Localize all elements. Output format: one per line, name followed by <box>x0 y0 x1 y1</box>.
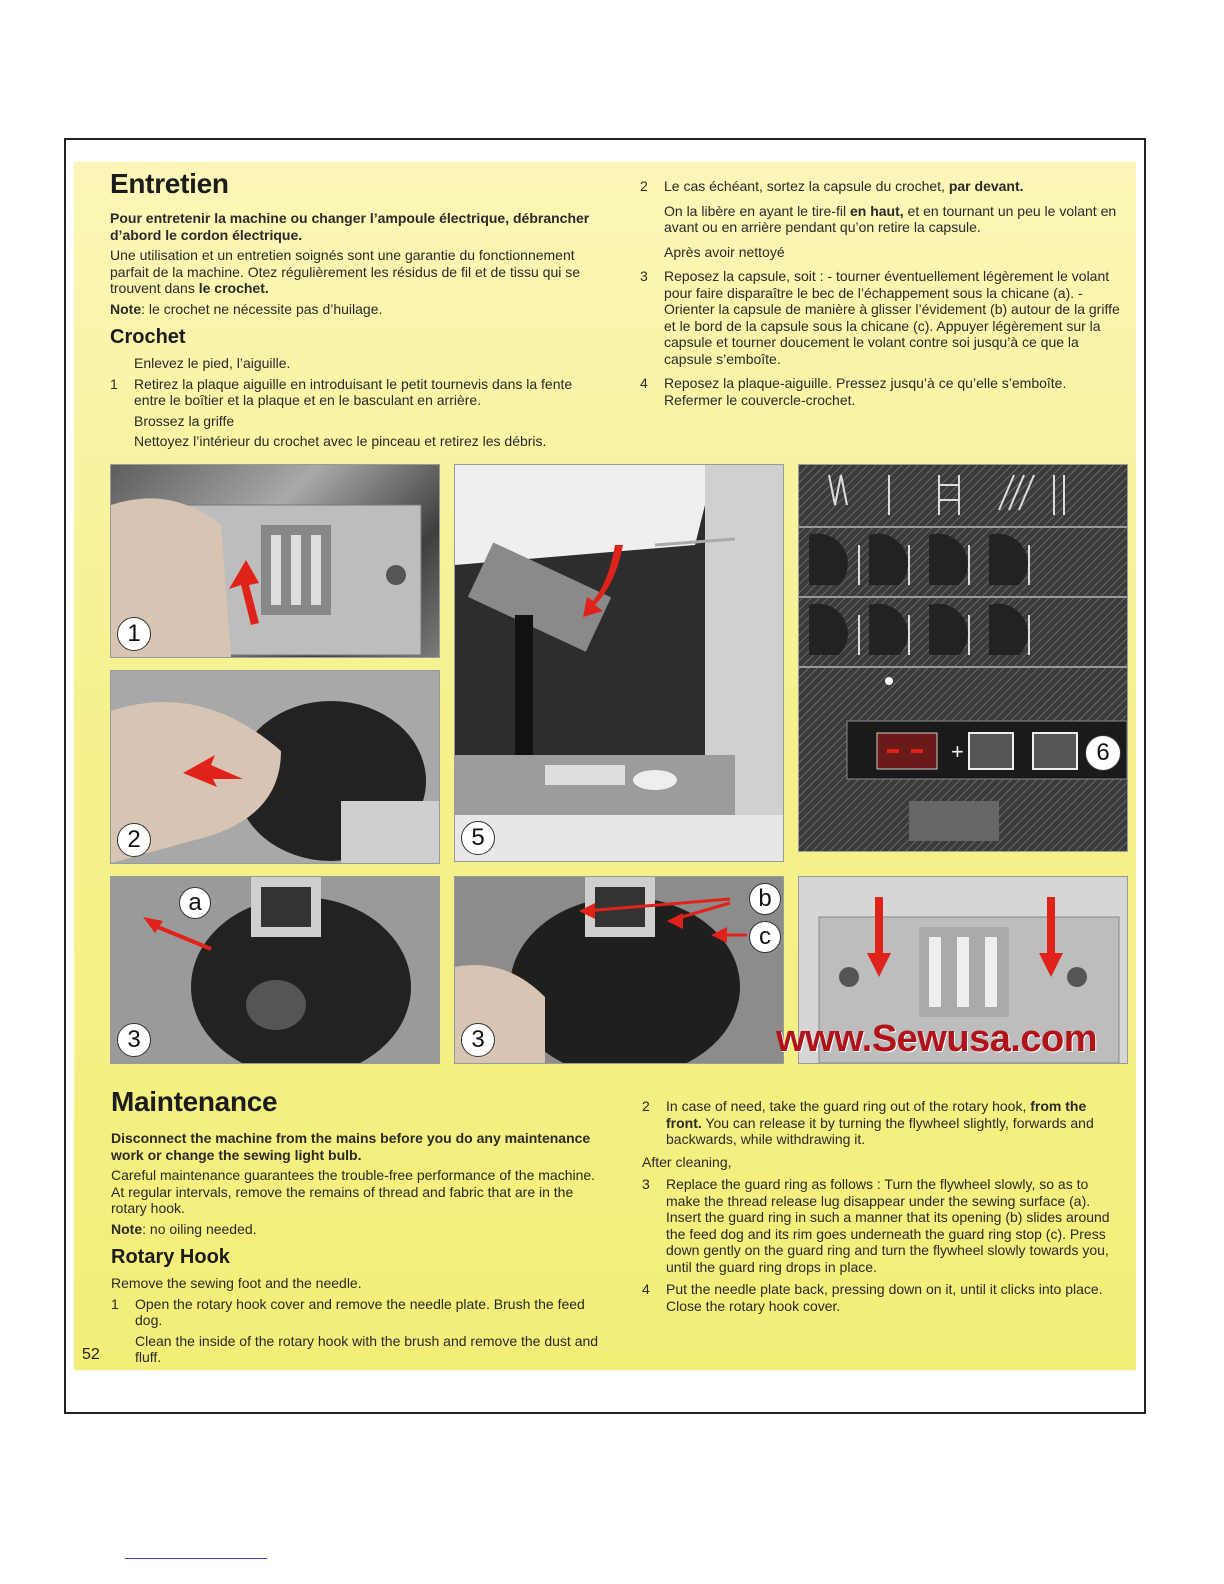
figure-label-5: 5 <box>461 821 495 855</box>
french-title: Entretien <box>110 168 229 199</box>
selector-panel-illustration <box>799 465 1127 851</box>
english-step-1: 1 Open the rotary hook cover and remove the needle plate. Brush the feed dog. <box>111 1295 585 1328</box>
french-step-1c: Nettoyez l’intérieur du crochet avec le pinceau et retirez les débris. <box>134 433 547 449</box>
figure-label-6: 6 <box>1085 735 1121 771</box>
english-left-column <box>111 1086 599 1370</box>
panel-plus-sign: + <box>951 739 964 764</box>
guard-ring-illustration <box>111 671 439 863</box>
english-intro: Careful maintenance guarantees the trouble-free performance of the machine. At regular intervals, remove the remains of thread and fabric that are in the rotary hook. <box>111 1167 596 1216</box>
english-after-cleaning: After cleaning, <box>642 1153 732 1170</box>
french-after-cleaning: Après avoir nettoyé <box>664 243 785 260</box>
photo-oiling-rotary-hook <box>454 464 784 862</box>
english-subtitle: Rotary Hook <box>111 1246 230 1268</box>
figure-label-2: 2 <box>117 823 151 857</box>
english-prep: Remove the sewing foot and the needle. <box>111 1275 362 1291</box>
page-number: 52 <box>82 1346 100 1363</box>
french-intro: Une utilisation et un entretien soignés sont une garantie du fonctionnement parfait de la machine. Otez régulièrement les résidus de fil et de tissu qui se trouvent dans le crochet. <box>110 247 581 296</box>
french-step-1: 1 Retirez la plaque aiguille en introduisant le petit tournevis dans la fente entre le boîtier et la plaque et en le basculant en arrière. <box>110 375 573 408</box>
photo-hook-position-bc <box>454 876 784 1064</box>
french-note: Note: le crochet ne nécessite pas d’huilage. <box>110 300 383 317</box>
photo-hook-position-a <box>110 876 440 1064</box>
french-left-column <box>110 168 600 454</box>
french-step-4: 4 Reposez la plaque-aiguille. Pressez jusqu’à ce qu’elle s’emboîte. Refermer le couvercle-crochet. <box>640 375 1067 408</box>
english-title: Maintenance <box>111 1086 278 1117</box>
hook-a-illustration <box>111 877 439 1063</box>
bottom-link-underline <box>125 1558 267 1559</box>
french-right-column <box>640 178 1120 412</box>
english-warning: Disconnect the machine from the mains before you do any maintenance work or change the sewing light bulb. <box>111 1130 591 1163</box>
english-right-column <box>642 1098 1120 1318</box>
french-step-1b: Brossez la griffe <box>134 412 235 429</box>
letter-a: a <box>179 887 211 919</box>
french-subtitle: Crochet <box>110 326 186 348</box>
french-step-2: 2 Le cas échéant, sortez la capsule du crochet, par devant. <box>640 178 1024 194</box>
french-warning: Pour entretenir la machine ou changer l’ampoule électrique, débrancher d’abord le cordon électrique. <box>110 210 590 243</box>
photo-needle-plate-removal <box>110 464 440 658</box>
english-step-1b: Clean the inside of the rotary hook with the brush and remove the dust and fluff. <box>135 1332 599 1365</box>
english-step-2: 2 In case of need, take the guard ring out of the rotary hook, from the front. You can release it by turning the flywheel slightly, forwards and backwards, while withdrawing it. <box>642 1098 1094 1147</box>
english-step-3: 3 Replace the guard ring as follows : Turn the flywheel slowly, so as to make the thread release lug disappear under the sewing surface (a). Insert the guard ring in such a manner that its opening (b) slides around the feed dog and its rim goes underneath the guard ring stop (c). Press down gently on the guard ring and turn the flywheel slowly towards you, until the guard ring drops in place. <box>642 1176 1110 1275</box>
needle-plate-illustration <box>111 465 439 657</box>
letter-c: c <box>749 921 781 953</box>
figure-label-3: 3 <box>117 1023 151 1057</box>
photo-stitch-selector-panel <box>798 464 1128 852</box>
website-watermark: www.Sewusa.com <box>776 1018 1098 1060</box>
photo-guard-ring-removal <box>110 670 440 864</box>
french-step-3: 3 Reposez la capsule, soit : - tourner éventuellement légèrement le volant pour faire disparaître le bec de l’échappement sous la chicane (a). - Orienter la capsule de manière à glisser l’évidement (b) autour de la griffe et le bord de la capsule sous la chicane (c). Appuyer légèrement sur la capsule et tourner doucement le volant contre soi jusqu’à ce que la capsule s’emboîte. <box>640 268 1120 367</box>
hook-bc-illustration <box>455 877 783 1063</box>
english-note: Note: no oiling needed. <box>111 1220 257 1237</box>
letter-b: b <box>749 883 781 915</box>
french-prep: Enlevez le pied, l’aiguille. <box>134 355 291 371</box>
figure-label-1: 1 <box>117 617 151 651</box>
figure-label-3b: 3 <box>461 1023 495 1057</box>
french-step-2b: On la libère en ayant le tire-fil en haut, et en tournant un peu le volant en avant ou en arrière pendant qu’on retire la capsule. <box>664 202 1117 235</box>
english-step-4: 4 Put the needle plate back, pressing down on it, until it clicks into place. Close the rotary hook cover. <box>642 1281 1103 1314</box>
machine-head-illustration <box>455 465 783 861</box>
